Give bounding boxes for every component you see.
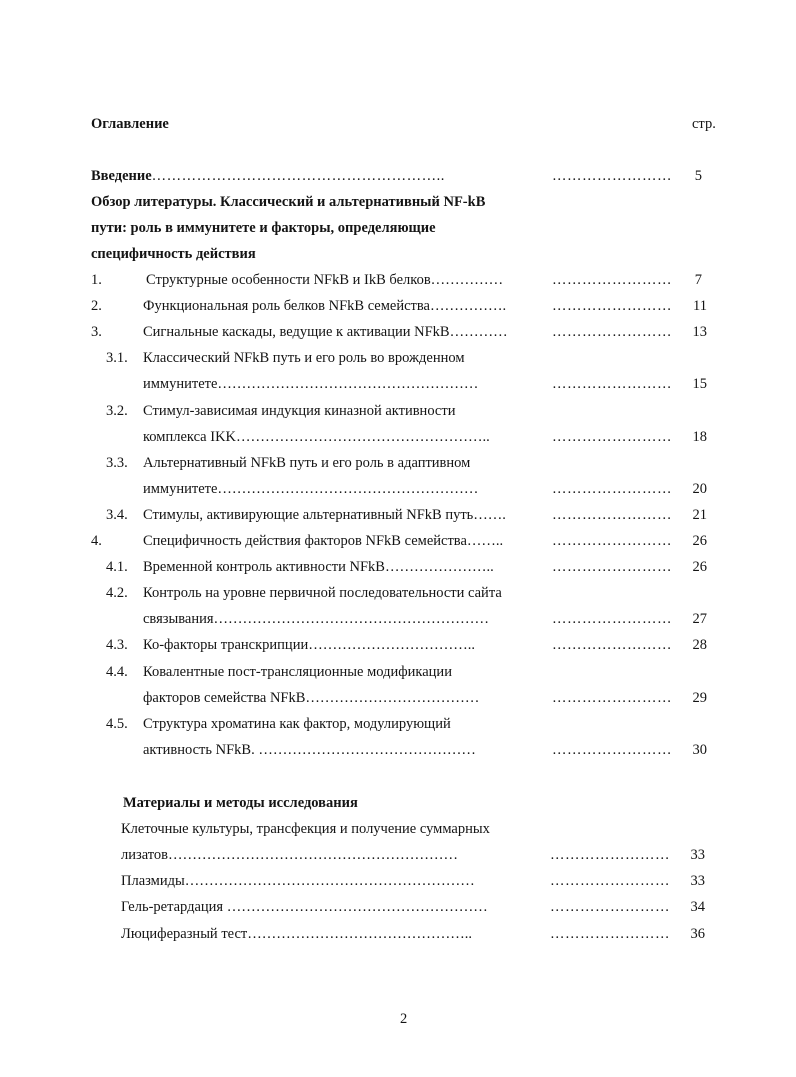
page-column-label: стр. xyxy=(692,116,716,132)
toc-item-3[interactable]: Сигнальные каскады, ведущие к активации NFkB………… xyxy=(143,324,508,340)
toc-item-4[interactable]: Специфичность действия факторов NFkB семейства…….. xyxy=(143,533,504,549)
toc-item-number: 4.1. xyxy=(106,559,128,575)
toc-review-line-1[interactable]: Обзор литературы. Классический и альтернативный NF-kB xyxy=(91,194,486,210)
toc-item-page: 7 xyxy=(694,272,702,288)
toc-item-page: 20 xyxy=(692,481,707,497)
toc-item-number: 4.4. xyxy=(106,664,128,680)
toc-item-page: 33 xyxy=(690,847,705,863)
toc-item-number: 3. xyxy=(91,324,102,340)
toc-methods-1-line-1[interactable]: Клеточные культуры, трансфекция и получение суммарных xyxy=(121,821,490,837)
toc-item-3-1-line-1[interactable]: Классический NFkB путь и его роль во врожденном xyxy=(143,350,465,366)
toc-item-leader: …………………… xyxy=(550,873,670,889)
toc-item-number: 3.4. xyxy=(106,507,128,523)
toc-item-page: 33 xyxy=(690,873,705,889)
toc-item-page: 29 xyxy=(692,690,707,706)
toc-item-leader: …………………… xyxy=(552,690,672,706)
toc-item-3-2[interactable]: комплекса IKK…………………………………………….. xyxy=(143,429,490,445)
toc-item-3-3-line-1[interactable]: Альтернативный NFkB путь и его роль в адаптивном xyxy=(143,455,471,471)
toc-methods-3[interactable]: Гель-ретардация ……………………………………………… xyxy=(121,899,488,915)
toc-item-leader: …………………… xyxy=(552,376,672,392)
toc-methods-heading[interactable]: Материалы и методы исследования xyxy=(123,795,358,811)
toc-item-page: 26 xyxy=(692,533,707,549)
toc-item-leader: …………………… xyxy=(552,272,672,288)
toc-methods-4[interactable]: Люциферазный тест……………………………………….. xyxy=(121,926,472,942)
toc-item-page: 18 xyxy=(692,429,707,445)
toc-item-page: 28 xyxy=(692,637,707,653)
toc-item-4-1[interactable]: Временной контроль активности NFkB………………….. xyxy=(143,559,494,575)
toc-item-3-1[interactable]: иммунитете……………………………………………… xyxy=(143,376,479,392)
toc-item-2[interactable]: Функциональная роль белков NFkB семейства……………. xyxy=(143,298,507,314)
toc-review-line-3[interactable]: специфичность действия xyxy=(91,246,256,262)
toc-item-number: 3.1. xyxy=(106,350,128,366)
toc-item-page: 30 xyxy=(692,742,707,758)
toc-item-1[interactable]: Структурные особенности NFkB и IkB белков…………… xyxy=(146,272,504,288)
toc-item-4-5[interactable]: активность NFkB. ……………………………………… xyxy=(143,742,476,758)
toc-item-leader: …………………… xyxy=(550,926,670,942)
toc-item-page: 36 xyxy=(690,926,705,942)
toc-item-page: 11 xyxy=(693,298,707,314)
toc-item-leader: …………………… xyxy=(552,507,672,523)
toc-item-3-2-line-1[interactable]: Стимул-зависимая индукция киназной активности xyxy=(143,403,456,419)
toc-intro-leader: …………………… xyxy=(552,168,672,184)
toc-item-page: 26 xyxy=(692,559,707,575)
toc-item-leader: …………………… xyxy=(550,899,670,915)
toc-item-number: 4.2. xyxy=(106,585,128,601)
toc-item-4-5-line-1[interactable]: Структура хроматина как фактор, модулирующий xyxy=(143,716,451,732)
toc-item-4-4-line-1[interactable]: Ковалентные пост-трансляционные модификации xyxy=(143,664,452,680)
toc-item-leader: …………………… xyxy=(552,298,672,314)
toc-intro-label[interactable]: Введение………………………………………………….. xyxy=(91,168,445,184)
toc-item-4-4[interactable]: факторов семейства NFkB……………………………… xyxy=(143,690,480,706)
toc-item-page: 27 xyxy=(692,611,707,627)
toc-item-page: 34 xyxy=(690,899,705,915)
toc-review-line-2[interactable]: пути: роль в иммунитете и факторы, определяющие xyxy=(91,220,436,236)
toc-item-number: 4. xyxy=(91,533,102,549)
toc-item-leader: …………………… xyxy=(552,324,672,340)
toc-item-number: 2. xyxy=(91,298,102,314)
toc-item-leader: …………………… xyxy=(552,742,672,758)
toc-item-4-2[interactable]: связывания………………………………………………… xyxy=(143,611,490,627)
toc-item-4-3[interactable]: Ко-факторы транскрипции…………………………….. xyxy=(143,637,475,653)
toc-item-page: 15 xyxy=(692,376,707,392)
toc-item-3-3[interactable]: иммунитете……………………………………………… xyxy=(143,481,479,497)
toc-title: Оглавление xyxy=(91,116,169,132)
toc-item-leader: …………………… xyxy=(552,637,672,653)
page-number: 2 xyxy=(400,1011,408,1027)
toc-intro-page: 5 xyxy=(694,168,702,184)
toc-item-leader: …………………… xyxy=(552,559,672,575)
toc-item-4-2-line-1[interactable]: Контроль на уровне первичной последовательности сайта xyxy=(143,585,502,601)
toc-item-leader: …………………… xyxy=(552,611,672,627)
toc-item-leader: …………………… xyxy=(552,481,672,497)
toc-item-3-4[interactable]: Стимулы, активирующие альтернативный NFkB путь……. xyxy=(143,507,506,523)
toc-item-page: 13 xyxy=(692,324,707,340)
toc-item-number: 3.2. xyxy=(106,403,128,419)
toc-item-number: 4.3. xyxy=(106,637,128,653)
toc-item-number: 3.3. xyxy=(106,455,128,471)
toc-item-number: 4.5. xyxy=(106,716,128,732)
toc-methods-1[interactable]: лизатов…………………………………………………… xyxy=(121,847,459,863)
toc-item-leader: …………………… xyxy=(552,533,672,549)
toc-item-leader: …………………… xyxy=(550,847,670,863)
toc-item-leader: …………………… xyxy=(552,429,672,445)
toc-item-number: 1. xyxy=(91,272,102,288)
toc-item-page: 21 xyxy=(692,507,707,523)
toc-methods-2[interactable]: Плазмиды…………………………………………………… xyxy=(121,873,475,889)
